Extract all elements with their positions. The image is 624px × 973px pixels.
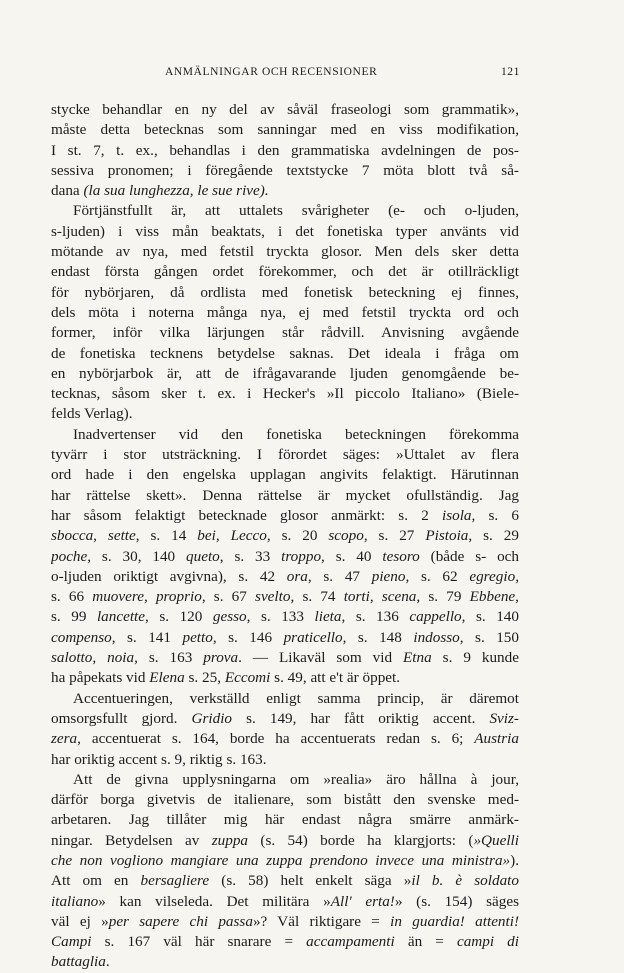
text-segment: , s. 30, 140 [87,547,187,565]
italic-segment: zuppa [211,831,249,849]
text-segment: . — Likaväl som vid [238,649,404,667]
text-segment: s. 49, att e't är öppet. [270,669,401,687]
text-line [51,770,519,790]
italic-segment: prova [203,649,239,667]
italic-segment: Elena [149,669,185,687]
italic-segment: (la sua lunghezza, le sue rive). [83,182,269,200]
text-line [51,486,519,506]
italic-segment: scopo [328,527,364,545]
text-segment: , s. 62 [405,567,470,585]
text-segment: endast första gången ordet förekommer, och det är otillräckligt [51,263,519,281]
italic-segment: campi di [456,933,519,951]
text-segment: måste detta betecknas som sanningar med en viss modifikation, [51,121,519,139]
text-segment: s. 167 väl här snarare = [91,933,307,951]
text-segment: dana [51,182,84,200]
text-line [51,547,519,567]
text-segment: ha påpekats vid [51,669,150,687]
text-segment: , s. 67 [201,588,256,606]
italic-segment: bersagliere [140,872,210,890]
text-segment: s. 9 kunde [431,649,519,667]
italic-segment: Ebbene [469,588,516,606]
text-segment: I st. 7, t. ex., behandlas i den grammatiska avdelningen de pos- [51,141,519,159]
italic-segment: All' erta! [330,892,395,910]
text-segment: »? Väl riktigare = [252,912,391,930]
text-line [51,607,519,627]
text-line [51,161,519,181]
italic-segment: poche [51,547,88,565]
italic-segment: italiano [51,892,99,910]
text-line [51,364,519,384]
text-segment: (både s- och [419,547,519,565]
text-segment: , s. 163 [134,649,204,667]
text-segment: s. 149, har fått oriktig accent. [232,709,490,727]
text-line [51,242,519,262]
text-line [51,851,519,871]
text-segment: , accentuerat s. 164, borde ha accentuerats redan s. 6; [77,730,475,748]
text-segment: , s. 74 [290,588,344,606]
text-segment: s. 66 [51,588,93,606]
italic-segment: torti, scena [343,588,417,606]
text-line [51,587,519,607]
text-segment: tecknas, såsom sker t. ex. i Hecker's »Il piccolo Italiano» (Biele- [51,385,519,403]
text-line [51,628,519,648]
italic-segment: gesso [212,608,247,626]
text-segment: , s. 146 [212,628,284,646]
italic-segment: battaglia [51,953,106,971]
italic-segment: lieta [314,608,342,626]
text-segment: arbetaren. Jag tillåter mig här endast några smärre anmärk- [51,811,519,829]
text-segment: , s. 20 [266,527,329,545]
italic-segment: egregio [469,567,516,585]
italic-segment: troppo [281,547,322,565]
text-segment: väl ej » [51,912,109,930]
text-line [51,750,519,770]
text-line [51,181,519,201]
text-segment: s. 99 [51,608,97,626]
italic-segment: salotto, noia [51,649,135,667]
text-segment: Att om en [51,872,141,890]
text-line [51,141,519,161]
text-line [51,648,519,668]
text-line [51,445,519,465]
italic-segment: praticello [283,628,343,646]
text-line [51,567,519,587]
text-segment: Att de givna upplysningarna om »realia» äro hållna à jour, [73,770,519,788]
text-segment: felds Verlag). [51,405,133,423]
italic-segment: svelto [255,588,291,606]
text-segment: , s. 136 [341,608,410,626]
italic-segment: isola [441,506,472,524]
text-segment: (s. 58) helt enkelt säga » [209,872,412,890]
italic-segment: pieno [371,567,406,585]
text-line [51,892,519,912]
text-line [51,303,519,323]
text-line [51,831,519,851]
text-segment: har rättelse skett». Denna rättelse är mycket ofullständig. Jag [51,486,519,504]
text-segment: omsorgsfullt gjord. [51,709,192,727]
italic-segment: per sapere chi passa [108,912,253,930]
text-line [51,404,519,424]
text-segment: » kan vilseleda. Det militära » [98,892,331,910]
text-segment: dels möta i noterna många nya, ej med fetstil tryckta ord och [51,303,519,321]
text-segment: , s. 29 [468,527,519,545]
running-title: ANMÄLNINGAR OCH RECENSIONER [165,66,378,78]
text-segment: , s. 6 [471,506,519,524]
text-segment: , s. 33 [219,547,282,565]
text-segment: sessiva pronomen; i föregående textstycke 7 möta blott två så- [51,161,519,179]
text-line [51,506,519,526]
text-line [51,871,519,891]
italic-segment: tesoro [382,547,420,565]
italic-segment: »Quelli [473,831,519,849]
page-number: 121 [500,66,520,78]
text-segment: Accentueringen, verkställd enligt samma princip, är däremot [73,689,519,707]
text-line [51,262,519,282]
text-line [51,344,519,364]
text-segment: Inadvertenser vid den fonetiska beteckningen förekomma [73,425,519,443]
italic-segment: compenso [51,628,112,646]
text-line [51,465,519,485]
italic-segment: indosso [413,628,460,646]
text-line [51,810,519,830]
italic-segment: Sviz- [489,709,519,727]
text-segment: en nybörjarbok är, att de ifrågavarande ljuden genomgående be- [51,364,519,382]
text-segment: o-ljuden oriktigt avgivna), s. 42 [51,567,287,585]
text-line [51,384,519,404]
text-line [51,790,519,810]
text-segment: för nybörjaren, då ordlista med fonetisk beteckning ej finnes, [51,283,519,301]
text-line [51,952,519,972]
text-line [51,222,519,242]
text-segment: Förtjänstfullt är, att uttalets svårigheter (e- och o-ljuden, [73,202,519,220]
italic-segment: Austria [474,730,519,748]
italic-segment: Etna [403,649,432,667]
text-segment: s. 25, [184,669,225,687]
text-segment: . [105,953,110,971]
text-segment: tyvärr i stor utsträckning. I förordet säges: »Uttalet av flera [51,446,519,464]
text-line [51,526,519,546]
italic-segment: Gridio [191,709,233,727]
text-segment: , s. 120 [145,608,213,626]
text-segment: , s. 79 [416,588,470,606]
italic-segment: accampamenti [306,933,395,951]
text-segment: ). [510,851,519,869]
italic-segment: sbocca, sette [51,527,136,545]
text-line [51,283,519,303]
text-segment: därför borga givetvis de italienare, som bistått den svenske med- [51,791,519,809]
text-line [51,689,519,709]
text-line [51,912,519,932]
italic-segment: bei, Lecco [197,527,267,545]
italic-segment: cappello [409,608,462,626]
text-segment: (s. 54) borde ha klargjorts: ( [248,831,474,849]
text-line [51,709,519,729]
italic-segment: petto [182,628,213,646]
text-line [51,932,519,952]
text-segment: , s. 27 [363,527,426,545]
text-segment: än = [394,933,457,951]
text-segment: ord hade i den engelska upplagan angivits felaktigt. Härutinnan [51,466,519,484]
italic-segment: muovere, proprio [92,588,202,606]
text-line [51,729,519,749]
italic-segment: ora [286,567,308,585]
italic-segment: Eccomi [224,669,271,687]
text-segment: , [515,588,519,606]
text-line [51,201,519,221]
text-segment: , s. 14 [135,527,198,545]
italic-segment: lancette [96,608,146,626]
body-text [51,100,519,973]
text-segment: de fonetiska tecknens betydelse saknas. Det ideala i fråga om [51,344,519,362]
italic-segment: zera [51,730,78,748]
text-segment: , s. 47 [307,567,372,585]
text-segment: mötande av nya, med fetstil tryckta glosor. Men dels sker detta [51,243,519,261]
italic-segment: il b. è soldato [411,872,519,890]
italic-segment: queto [186,547,220,565]
text-segment: ningar. Betydelsen av [51,831,212,849]
italic-segment: Pistoia [425,527,469,545]
text-line [51,100,519,120]
text-segment: » (s. 154) säges [394,892,519,910]
text-segment: , s. 140 [461,608,519,626]
text-segment: , s. 133 [246,608,315,626]
text-line [51,323,519,343]
italic-segment: che non vogliono mangiare una zuppa prendono invece una ministra» [51,851,511,869]
text-line [51,425,519,445]
text-line [51,120,519,140]
text-segment: , s. 148 [342,628,414,646]
text-segment: , [515,567,519,585]
text-segment: , s. 40 [321,547,383,565]
text-segment: har oriktig accent s. 9, riktig s. 163. [51,750,267,768]
text-segment: har såsom felaktigt betecknade glosor anmärkt: s. 2 [51,506,442,524]
text-line [51,668,519,688]
italic-segment: in guardia! attenti! [390,912,519,930]
text-segment: , s. 150 [459,628,519,646]
italic-segment: Campi [51,933,92,951]
text-segment: s-ljuden) i viss mån beaktats, i det fonetiska typer använts vid [51,222,519,240]
text-segment: , s. 141 [111,628,183,646]
text-segment: stycke behandlar en ny del av såväl fraseologi som grammatik», [51,101,519,118]
text-segment: former, inför vilka lärjungen står rådvill. Anvisning avgående [51,324,519,342]
